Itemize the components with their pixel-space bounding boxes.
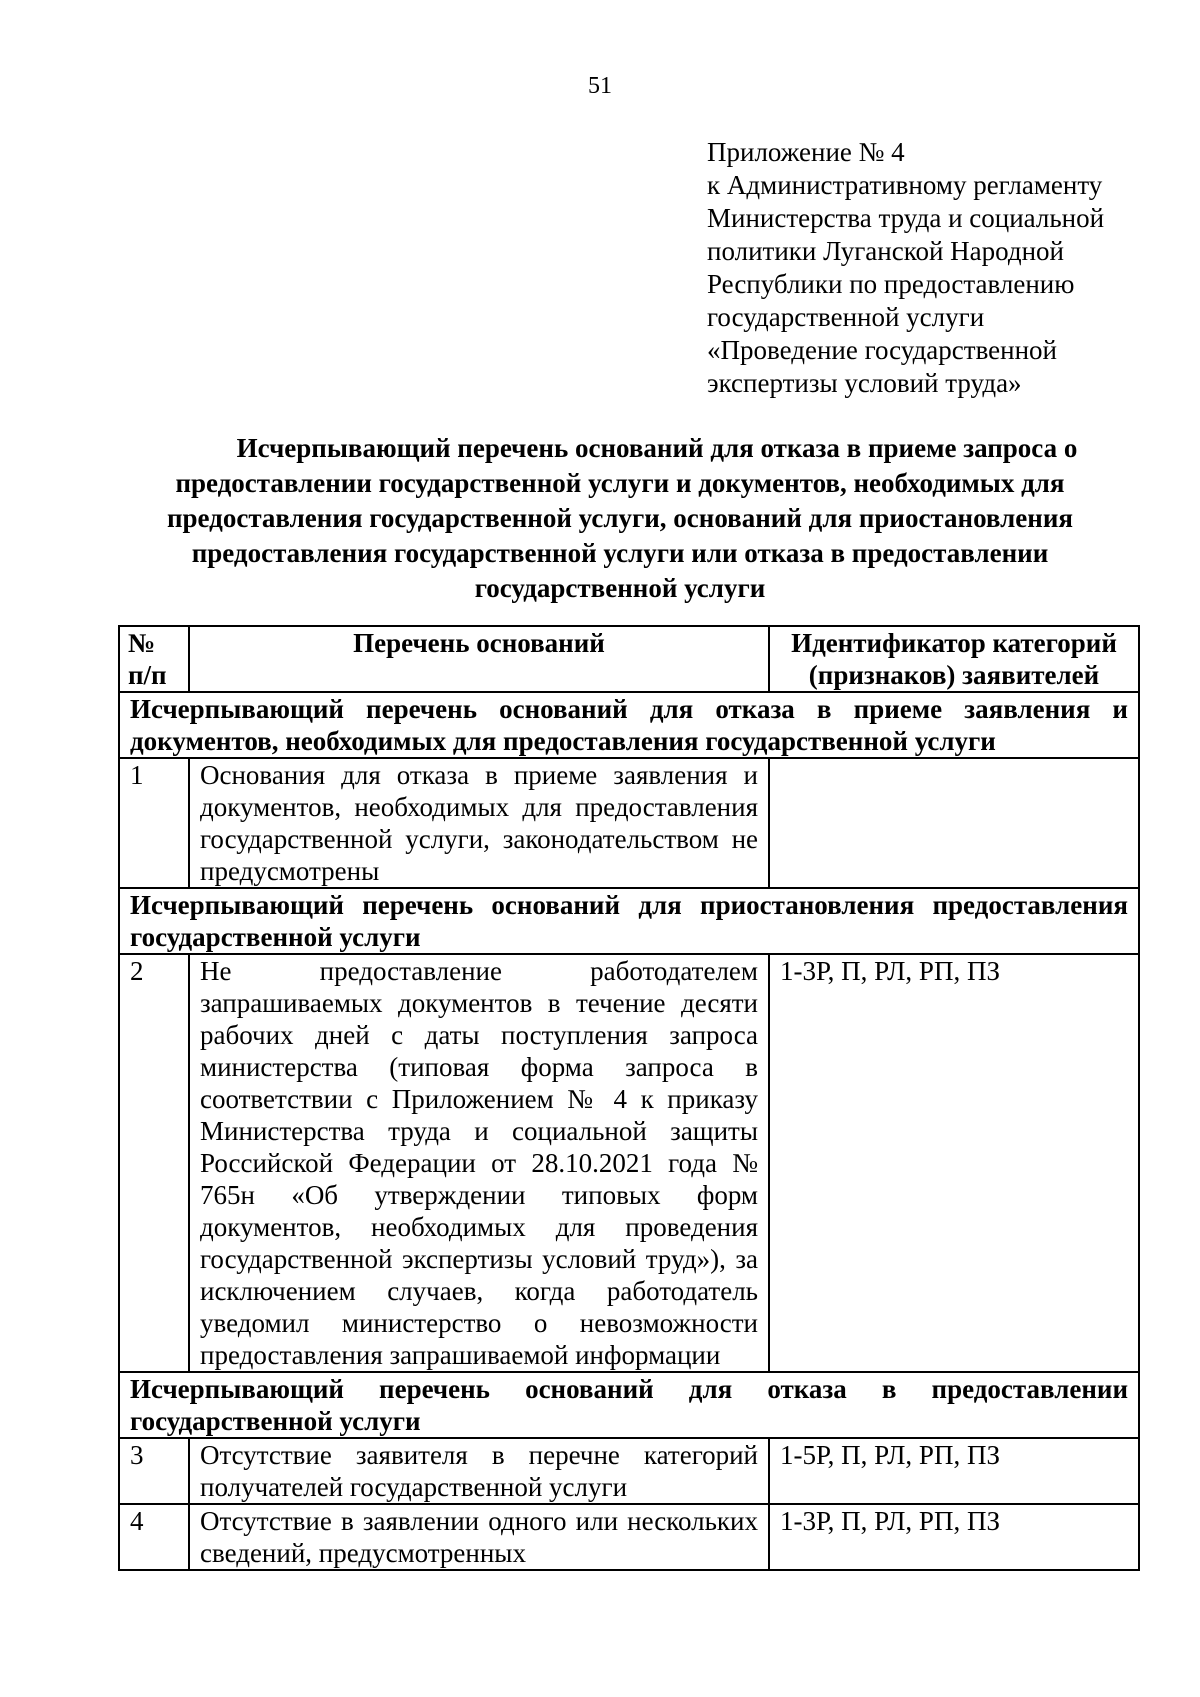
title-line: государственной услуги — [474, 573, 766, 603]
row-identifier — [769, 758, 1139, 888]
section-title: Исчерпывающий перечень оснований для отказа в приеме заявления и документов, необходимых для предоставления государственной услуги — [119, 692, 1139, 758]
row-grounds: Не предоставление работодателем запрашиваемых документов в течение десяти рабочих дней с даты поступления запроса министерства (типовая форма запроса в соответствии с Приложением № 4 к приказу Министерства труда и социальной защиты Российской Федерации от 28.10.2021 года № 765н «Об утверждении типовых форм документов, необходимых для проведения государственной экспертизы условий труд»), за исключением случаев, когда работодатель уведомил министерство о невозможности предоставления запрашиваемой информации — [189, 954, 769, 1372]
row-number: 3 — [119, 1438, 189, 1504]
appendix-line: Республики по предоставлению — [707, 269, 1075, 299]
header-identifier-line1: Идентификатор категорий — [791, 628, 1117, 658]
appendix-line: «Проведение государственной — [707, 335, 1057, 365]
row-grounds: Отсутствие заявителя в перечне категорий получателей государственной услуги — [189, 1438, 769, 1504]
appendix-reference — [707, 136, 1187, 400]
header-number — [119, 626, 189, 692]
document-title — [120, 431, 1120, 606]
row-number: 2 — [119, 954, 189, 1372]
table-row — [119, 1438, 1139, 1504]
appendix-line: экспертизы условий труда» — [707, 368, 1022, 398]
row-number: 4 — [119, 1504, 189, 1570]
header-number-line2: п/п — [128, 660, 167, 690]
appendix-line: к Административному регламенту — [707, 170, 1103, 200]
table-row — [119, 758, 1139, 888]
grounds-table — [118, 625, 1140, 1571]
header-identifier-line2: (признаков) заявителей — [808, 660, 1100, 690]
row-identifier: 1-3Р, П, РЛ, РП, ПЗ — [769, 1504, 1139, 1570]
title-line: предоставления государственной услуги или отказа в предоставлении — [191, 538, 1049, 568]
appendix-line: политики Луганской Народной — [707, 236, 1064, 266]
row-identifier: 1-3Р, П, РЛ, РП, ПЗ — [769, 954, 1139, 1372]
table-row — [119, 954, 1139, 1372]
title-line: предоставления государственной услуги, оснований для приостановления — [166, 503, 1073, 533]
table-row — [119, 1504, 1139, 1570]
row-grounds: Основания для отказа в приеме заявления и документов, необходимых для предоставления государственной услуги, законодательством не предусмотрены — [189, 758, 769, 888]
page-number: 51 — [588, 73, 612, 99]
section-row — [119, 1372, 1139, 1438]
title-line: Исчерпывающий перечень оснований для отказа в приеме запроса о — [236, 433, 1078, 463]
section-title: Исчерпывающий перечень оснований для отказа в предоставлении государственной услуги — [119, 1372, 1139, 1438]
header-grounds: Перечень оснований — [189, 626, 769, 692]
row-grounds: Отсутствие в заявлении одного или нескольких сведений, предусмотренных — [189, 1504, 769, 1570]
header-identifier — [769, 626, 1139, 692]
header-number-line1: № — [128, 628, 156, 658]
section-title: Исчерпывающий перечень оснований для приостановления предоставления государственной услуги — [119, 888, 1139, 954]
title-line: предоставлении государственной услуги и документов, необходимых для — [175, 468, 1065, 498]
section-row — [119, 888, 1139, 954]
appendix-line: государственной услуги — [707, 302, 985, 332]
section-row — [119, 692, 1139, 758]
row-identifier: 1-5Р, П, РЛ, РП, ПЗ — [769, 1438, 1139, 1504]
appendix-line: Приложение № 4 — [707, 137, 905, 167]
appendix-line: Министерства труда и социальной — [707, 203, 1105, 233]
row-number: 1 — [119, 758, 189, 888]
table-header-row — [119, 626, 1139, 692]
